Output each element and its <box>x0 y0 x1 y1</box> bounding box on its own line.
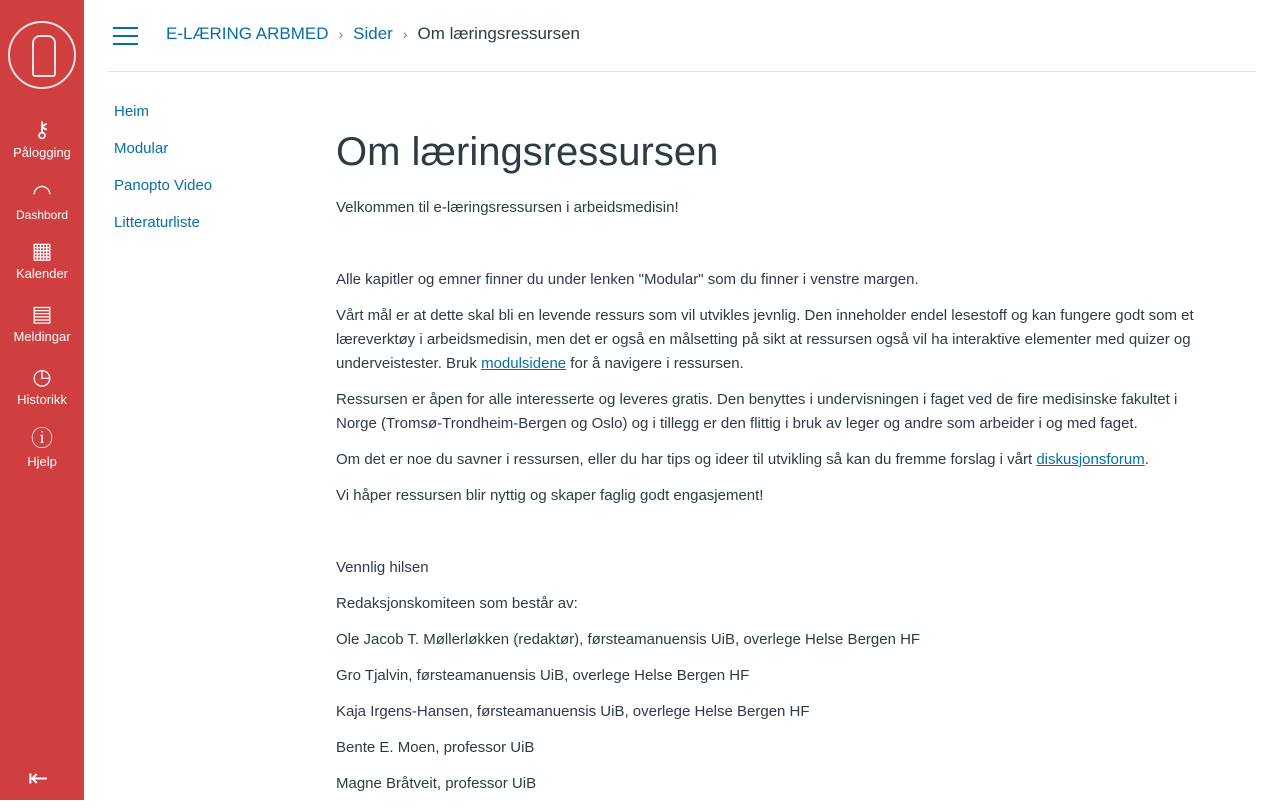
paragraph: Vårt mål er at dette skal bli en levende ressurs som vil utvikles jevnlig. Den inneholder endel lesestoff og kan fungere godt som et læreverktøy i arbeidsmedisin, men det er også en målsetting på sikt at ressursen også vil ha interaktive elementer med quizer og underveistester. Bruk modulsidene for å navigere i ressursen. <box>336 307 1194 372</box>
help-icon: ⓘ <box>30 426 53 451</box>
paragraph: Om det er noe du savner i ressursen, eller du har tips og ideer til utvikling så kan du fremme forslag i vårt diskusjonsforum. <box>336 451 1149 468</box>
course-nav-literature[interactable]: Litteraturliste <box>114 214 200 231</box>
university-logo[interactable] <box>8 21 76 89</box>
breadcrumb-course[interactable]: E-LÆRING ARBMED <box>166 24 329 43</box>
header-divider <box>108 71 1256 72</box>
nav-login[interactable]: ⚷ Pålogging <box>0 117 84 160</box>
paragraph: Ressursen er åpen for alle interesserte og leveres gratis. Den benyttes i undervisningen i faget ved de fire medisinske fakultet i Norge (Tromsø-Trondheim-Bergen og Oslo) og i tillegg er den flittig i bruk av leger og andre som arbeider i og med faget. <box>336 391 1178 432</box>
nav-dashboard[interactable]: ◠ Dashbord <box>0 180 84 222</box>
course-nav-modules[interactable]: Modular <box>114 140 169 157</box>
member: Ole Jacob T. Møllerløkken (redaktør), førsteamanuensis UiB, overlege Helse Bergen HF <box>336 631 921 648</box>
member: Kaja Irgens-Hansen, førsteamanuensis UiB, overlege Helse Bergen HF <box>336 703 810 720</box>
paragraph: Redaksjonskomiteen som består av: <box>336 595 578 612</box>
inbox-icon: ▤ <box>31 301 53 326</box>
nav-history[interactable]: ◷ Historikk <box>0 364 84 407</box>
breadcrumb <box>166 24 580 44</box>
breadcrumb-current: Om læringsressursen <box>417 24 581 43</box>
nav-inbox[interactable]: ▤ Meldingar <box>0 301 84 344</box>
calendar-icon: ▦ <box>31 238 53 263</box>
paragraph: Vi håper ressursen blir nyttig og skaper faglig godt engasjement! <box>336 487 764 504</box>
paragraph: Vennlig hilsen <box>336 559 429 576</box>
menu-toggle-button[interactable] <box>113 27 138 45</box>
page-content <box>336 128 1216 808</box>
breadcrumb-pages[interactable]: Sider <box>353 24 393 43</box>
course-nav-home[interactable]: Heim <box>114 103 150 120</box>
nav-help[interactable]: ⓘ Hjelp <box>0 426 84 469</box>
course-nav <box>114 103 212 251</box>
modules-link[interactable]: modulsidene <box>481 355 567 372</box>
chevron-right-icon: › <box>338 26 344 42</box>
global-nav <box>0 0 84 800</box>
forum-link[interactable]: diskusjonsforum <box>1036 451 1145 468</box>
clock-icon: ◷ <box>32 364 52 389</box>
welcome-text: Velkommen til e-læringsressursen i arbeidsmedisin! <box>336 199 679 216</box>
collapse-nav-icon[interactable]: ⇤ <box>28 765 49 792</box>
paragraph: Alle kapitler og emner finner du under lenken "Modular" som du finner i venstre margen. <box>336 271 919 288</box>
dashboard-icon: ◠ <box>32 180 52 205</box>
course-nav-panopto[interactable]: Panopto Video <box>114 177 213 194</box>
key-icon: ⚷ <box>33 117 51 142</box>
nav-calendar[interactable]: ▦ Kalender <box>0 238 84 281</box>
page-title: Om læringsressursen <box>336 130 719 174</box>
member: Bente E. Moen, professor UiB <box>336 739 535 756</box>
member: Gro Tjalvin, førsteamanuensis UiB, overlege Helse Bergen HF <box>336 667 750 684</box>
chevron-right-icon: › <box>402 26 408 42</box>
member: Magne Bråtveit, professor UiB <box>336 775 537 792</box>
